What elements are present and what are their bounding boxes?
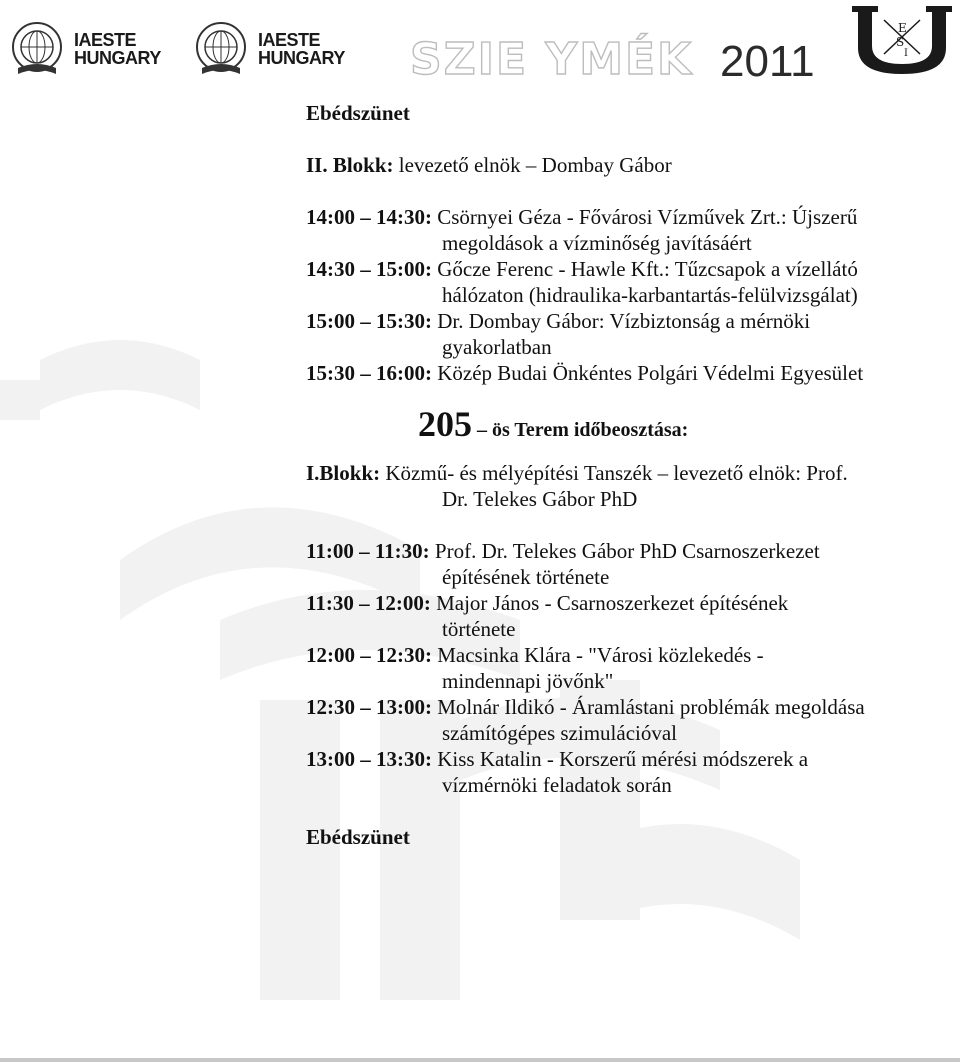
- schedule-item: [306, 256, 866, 308]
- room-heading-text: – ös Terem időbeosztása:: [472, 419, 689, 441]
- schedule-item: [306, 360, 866, 386]
- room-schedule-heading: [306, 404, 866, 444]
- schedule-text: Kiss Katalin - Korszerű mérési módszerek a vízmérnöki feladatok során: [431, 747, 809, 797]
- university-crest-icon: [848, 2, 956, 76]
- schedule-item: [306, 694, 866, 746]
- schedule-time: 14:30 – 15:00:: [306, 257, 432, 281]
- logo-text-line2: HUNGARY: [74, 48, 161, 68]
- schedule-text: Prof. Dr. Telekes Gábor PhD Csarnoszerkezet építésének története: [429, 539, 820, 589]
- schedule-text: Molnár Ildikó - Áramlástani problémák megoldása számítógépes szimulációval: [431, 695, 865, 745]
- iaeste-hungary-logo-1: [8, 18, 161, 80]
- event-name: SZIE YMÉK: [410, 34, 694, 85]
- schedule-item: [306, 204, 866, 256]
- schedule-text: Dr. Dombay Gábor: Vízbiztonság a mérnöki gyakorlatban: [431, 309, 811, 359]
- schedule-time: 12:30 – 13:00:: [306, 695, 432, 719]
- logo-text-line1: IAESTE: [258, 30, 321, 50]
- schedule-item: [306, 308, 866, 360]
- schedule-time: 15:30 – 16:00:: [306, 361, 432, 385]
- schedule-text: Gőcze Ferenc - Hawle Kft.: Tűzcsapok a vízellátó hálózaton (hidraulika-karbantartás-felülvizsgálat): [431, 257, 858, 307]
- block1-heading: [306, 460, 866, 512]
- schedule-time: 11:30 – 12:00:: [306, 591, 431, 615]
- schedule-time: 15:00 – 15:30:: [306, 309, 432, 333]
- footer-divider: [0, 1058, 960, 1062]
- schedule-text: Macsinka Klára - "Városi közlekedés - mindennapi jövőnk": [431, 643, 764, 693]
- iaeste-emblem-icon: [192, 20, 250, 78]
- lunch-break-heading: Ebédszünet: [306, 825, 410, 849]
- logo-text-line2: HUNGARY: [258, 48, 345, 68]
- event-year: 2011: [720, 37, 815, 86]
- svg-text:E: E: [898, 21, 907, 35]
- schedule-time: 11:00 – 11:30:: [306, 539, 430, 563]
- block1-label: I.Blokk:: [306, 461, 381, 485]
- svg-text:S: S: [896, 35, 905, 49]
- logo-text-line1: IAESTE: [74, 30, 137, 50]
- schedule-time: 12:00 – 12:30:: [306, 643, 432, 667]
- svg-text:I: I: [904, 48, 908, 59]
- block1-chair: Közmű- és mélyépítési Tanszék – levezető elnök: Prof. Dr. Telekes Gábor PhD: [380, 461, 848, 511]
- block2-label: II. Blokk:: [306, 153, 394, 177]
- schedule-item: [306, 590, 866, 642]
- block2-heading: [306, 152, 866, 178]
- schedule-text: Major János - Csarnoszerkezet építésének története: [430, 591, 789, 641]
- schedule-content: [306, 100, 866, 850]
- schedule-item: [306, 642, 866, 694]
- schedule-time: 14:00 – 14:30:: [306, 205, 432, 229]
- schedule-item: [306, 538, 866, 590]
- block2-chair: levezető elnök – Dombay Gábor: [393, 153, 672, 177]
- schedule-text: Közép Budai Önkéntes Polgári Védelmi Egyesület: [431, 361, 864, 385]
- room-number: 205: [418, 404, 472, 444]
- lunch-break-heading: Ebédszünet: [306, 101, 410, 125]
- iaeste-hungary-logo-2: [192, 18, 345, 80]
- iaeste-emblem-icon: [8, 20, 66, 78]
- schedule-time: 13:00 – 13:30:: [306, 747, 432, 771]
- schedule-item: [306, 746, 866, 798]
- schedule-text: Csörnyei Géza - Fővárosi Vízművek Zrt.: Újszerű megoldások a vízminőség javításáért: [431, 205, 858, 255]
